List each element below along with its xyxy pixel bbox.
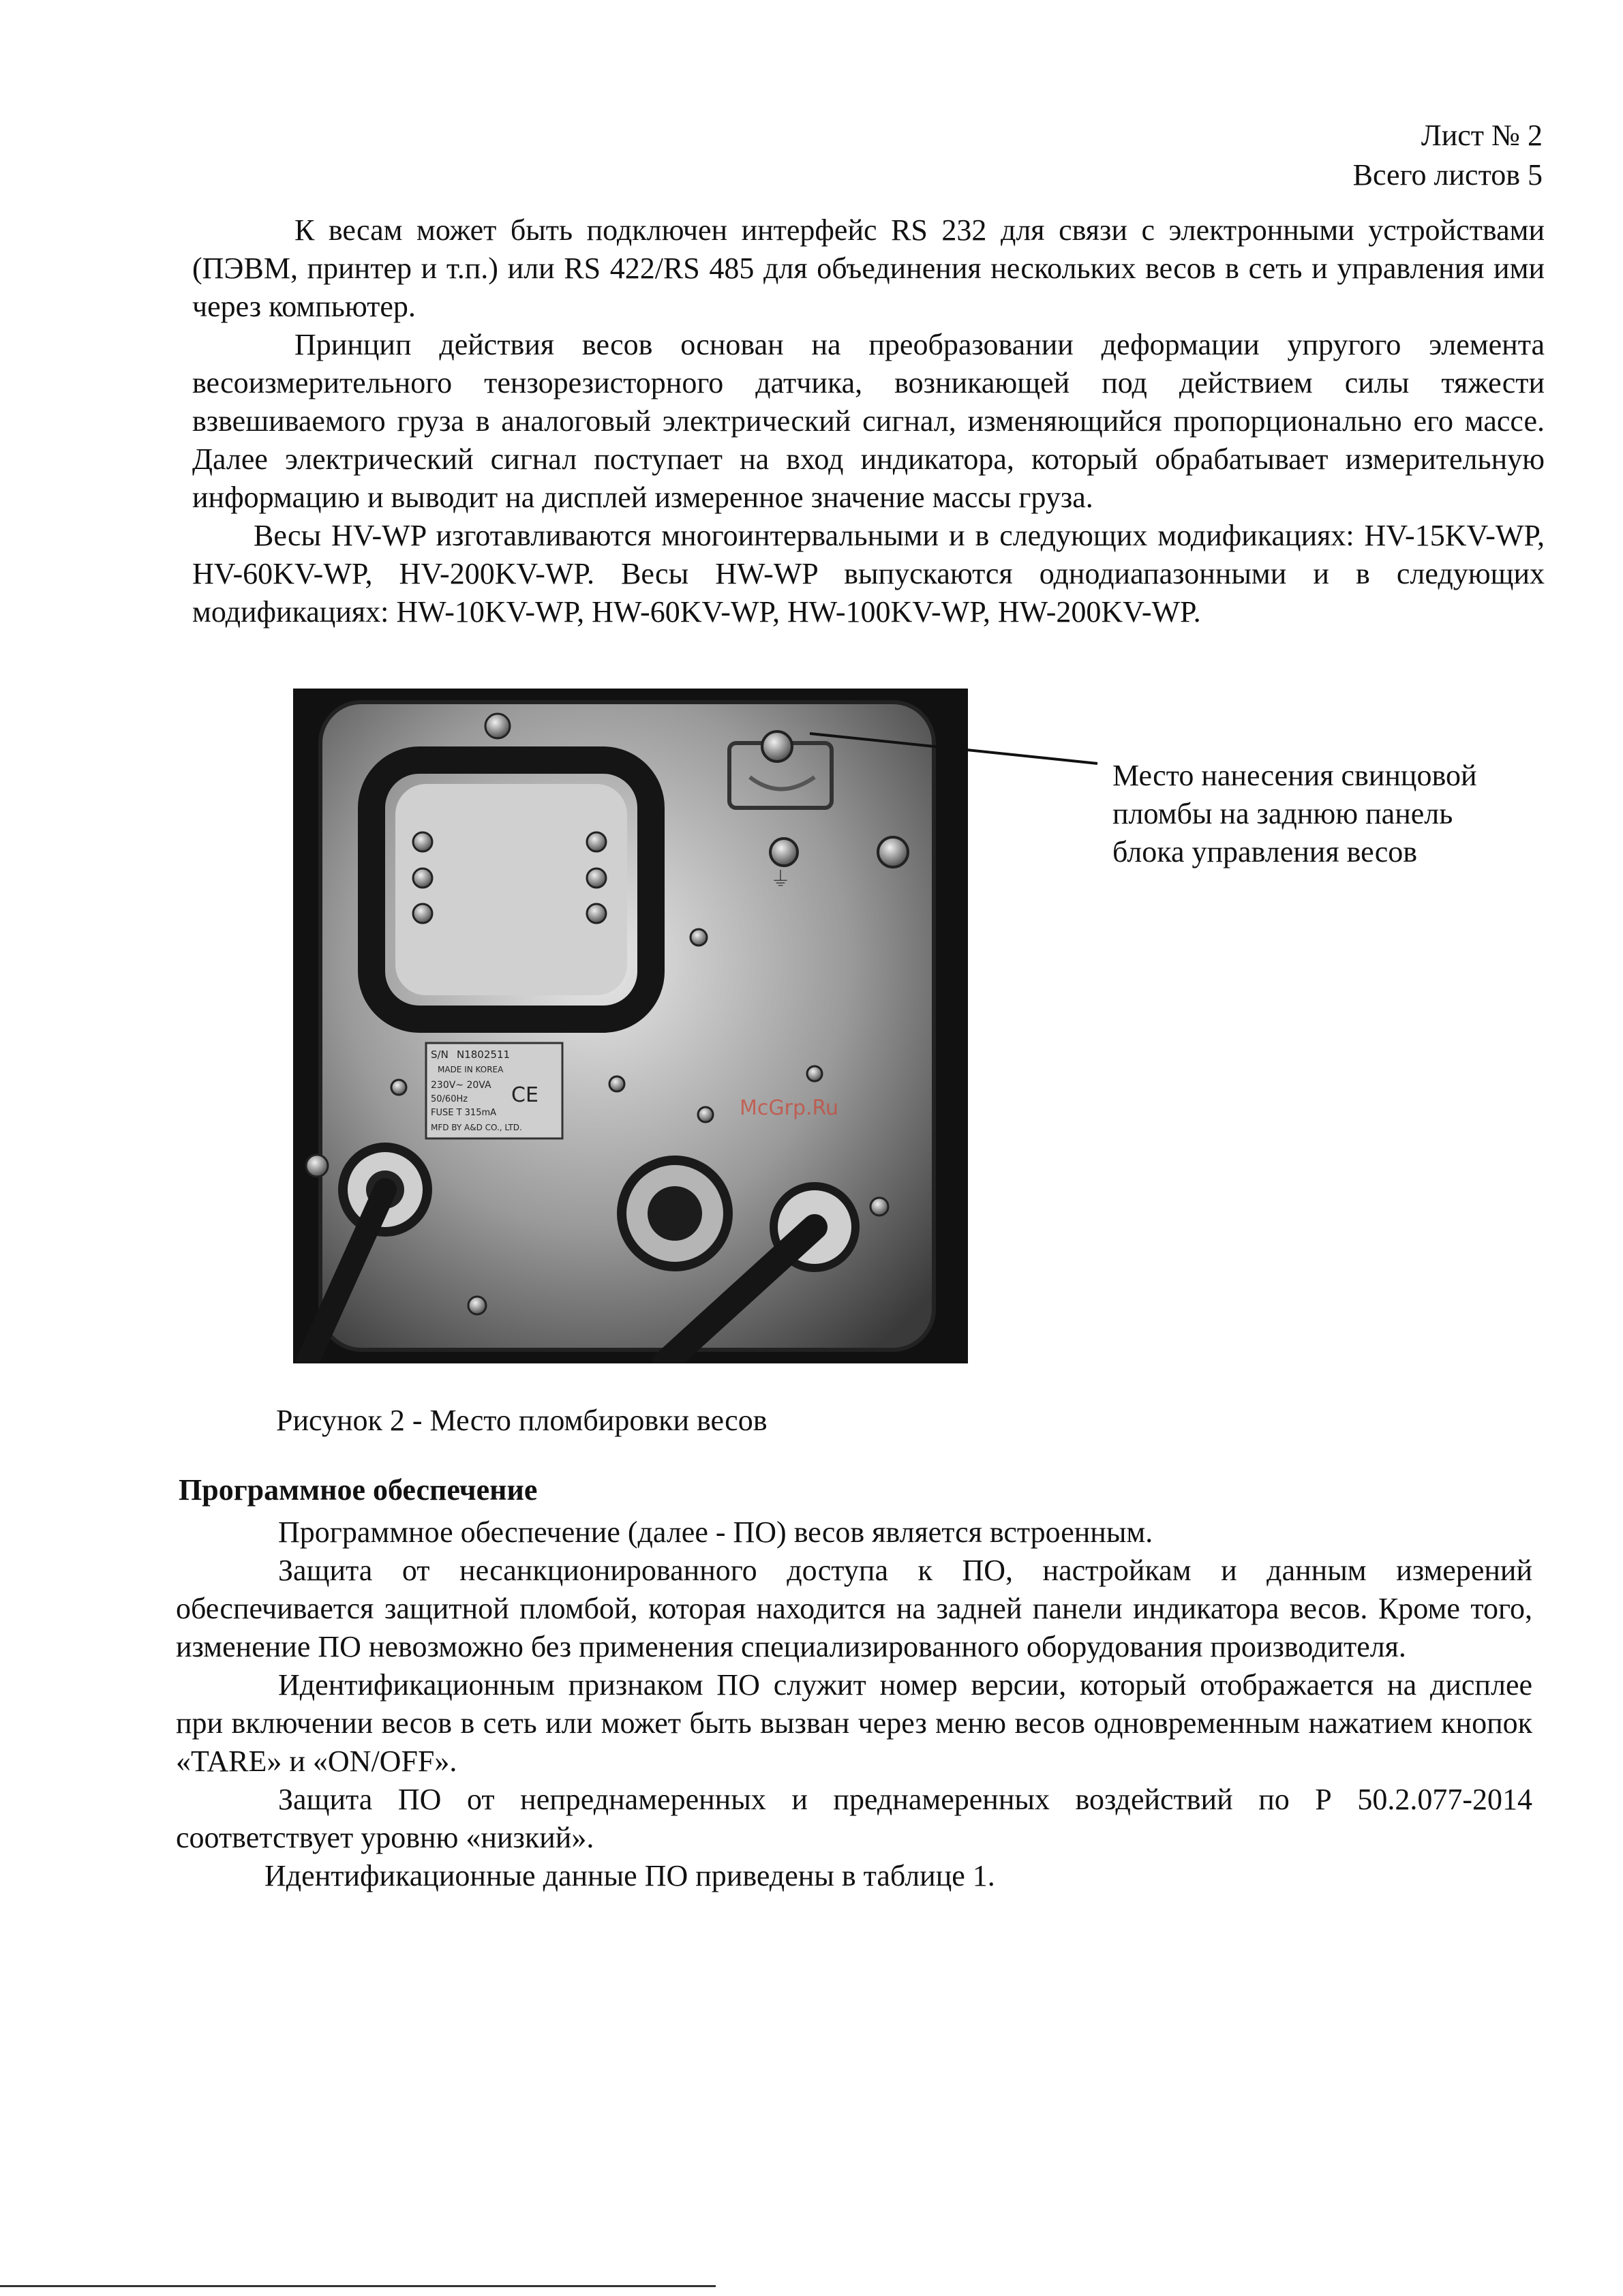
sheet-number: Лист № 2 <box>1421 119 1543 152</box>
screw <box>609 1076 624 1091</box>
cable-gland-center-hole <box>648 1186 702 1241</box>
screw <box>587 868 606 888</box>
sheets-total: Всего листов 5 <box>1352 158 1543 192</box>
intro-text <box>192 211 1545 631</box>
paragraph-software-identification: Идентификационным признаком ПО служит номер версии, который отображается на дисплее при включении весов в сеть или может быть вызван через меню весов одновременным нажатием кнопок «TARE» и «ON/OFF». <box>176 1668 1532 1778</box>
callout-pointer <box>804 729 1104 770</box>
callout-line-3: блока управления весов <box>1112 835 1418 868</box>
label-rating: 230V~ 20VA <box>431 1080 491 1091</box>
top-bolt <box>485 714 510 738</box>
label-fuse: FUSE T 315mA <box>431 1108 497 1118</box>
terminal-bolt <box>878 837 908 867</box>
screw <box>587 904 606 923</box>
callout-line-1: Место нанесения свинцовой <box>1112 759 1477 792</box>
screw <box>413 832 432 851</box>
ground-terminal <box>770 839 798 866</box>
pointer-line <box>810 734 1097 764</box>
label-frequency: 50/60Hz <box>431 1094 468 1104</box>
paragraph-interfaces: К весам может быть подключен интерфейс RS 232 для связи с электронными устройствами (ПЭВМ, принтер и т.п.) или RS 422/RS 485 для объединения нескольких весов в сеть и управления ими через компьютер. <box>192 213 1545 323</box>
watermark: McGrp.Ru <box>740 1096 839 1120</box>
paragraph-software-protection: Защита от несанкционированного доступа к ПО, настройкам и данным измерений обеспечивается защитной пломбой, которая находится на задней панели индикатора весов. Кроме того, изменение ПО невозможно без применения специализированного оборудования производителя. <box>176 1554 1532 1663</box>
figure-caption: Рисунок 2 - Место пломбировки весов <box>276 1404 768 1437</box>
sheet-header <box>1353 116 1543 195</box>
screw <box>698 1107 713 1122</box>
label-serial: N1802511 <box>457 1048 511 1061</box>
screw <box>468 1297 486 1314</box>
screw <box>391 1080 406 1095</box>
screw <box>587 832 606 851</box>
corner-bolt <box>306 1155 328 1177</box>
screw <box>413 868 432 888</box>
ground-symbol: ⏚ <box>770 868 791 892</box>
rear-panel-photo <box>293 689 968 1363</box>
bottom-rule <box>0 2285 716 2287</box>
label-made-in: MADE IN KOREA <box>438 1065 504 1074</box>
screw <box>807 1066 822 1081</box>
callout-line-2: пломбы на заднюю панель <box>1112 797 1453 830</box>
paragraph-modifications: Весы HV-WP изготавливаются многоинтервальными и в следующих модификациях: HV-15KV-WP, HV-60KV-WP, HV-200KV-WP. Весы HW-WP выпускаются однодиапазонными и в следующих модификациях: HW-10KV-WP, HW-60KV-WP, HW-100KV-WP, HW-200KV-WP. <box>192 519 1545 629</box>
label-ce-mark: CE <box>511 1083 539 1107</box>
rating-label <box>426 1043 562 1138</box>
paragraph-software-table-ref: Идентификационные данные ПО приведены в таблице 1. <box>264 1859 995 1892</box>
software-text <box>176 1513 1532 1895</box>
label-sn-prefix: S/N <box>431 1048 449 1061</box>
paragraph-software-level: Защита ПО от непреднамеренных и преднамеренных воздействий по Р 50.2.077-2014 соответствует уровню «низкий». <box>176 1783 1532 1854</box>
seal-callout <box>1112 757 1477 871</box>
lead-seal <box>762 731 792 761</box>
section-heading-software: Программное обеспечение <box>179 1473 538 1507</box>
screw <box>413 904 432 923</box>
paragraph-software-embedded: Программное обеспечение (далее - ПО) весов является встроенным. <box>278 1515 1153 1549</box>
label-manufacturer: MFD BY A&D CO., LTD. <box>431 1123 522 1132</box>
display-window <box>395 784 627 995</box>
screw <box>870 1198 888 1215</box>
screw <box>691 929 707 946</box>
paragraph-principle: Принцип действия весов основан на преобразовании деформации упругого элемента весоизмерительного тензорезисторного датчика, возникающей под действием силы тяжести взвешиваемого груза в аналоговый электрический сигнал, изменяющийся пропорционально его массе. Далее электрический сигнал поступает на вход индикатора, который обрабатывает измерительную информацию и выводит на дисплей измеренное значение массы груза. <box>192 328 1545 514</box>
